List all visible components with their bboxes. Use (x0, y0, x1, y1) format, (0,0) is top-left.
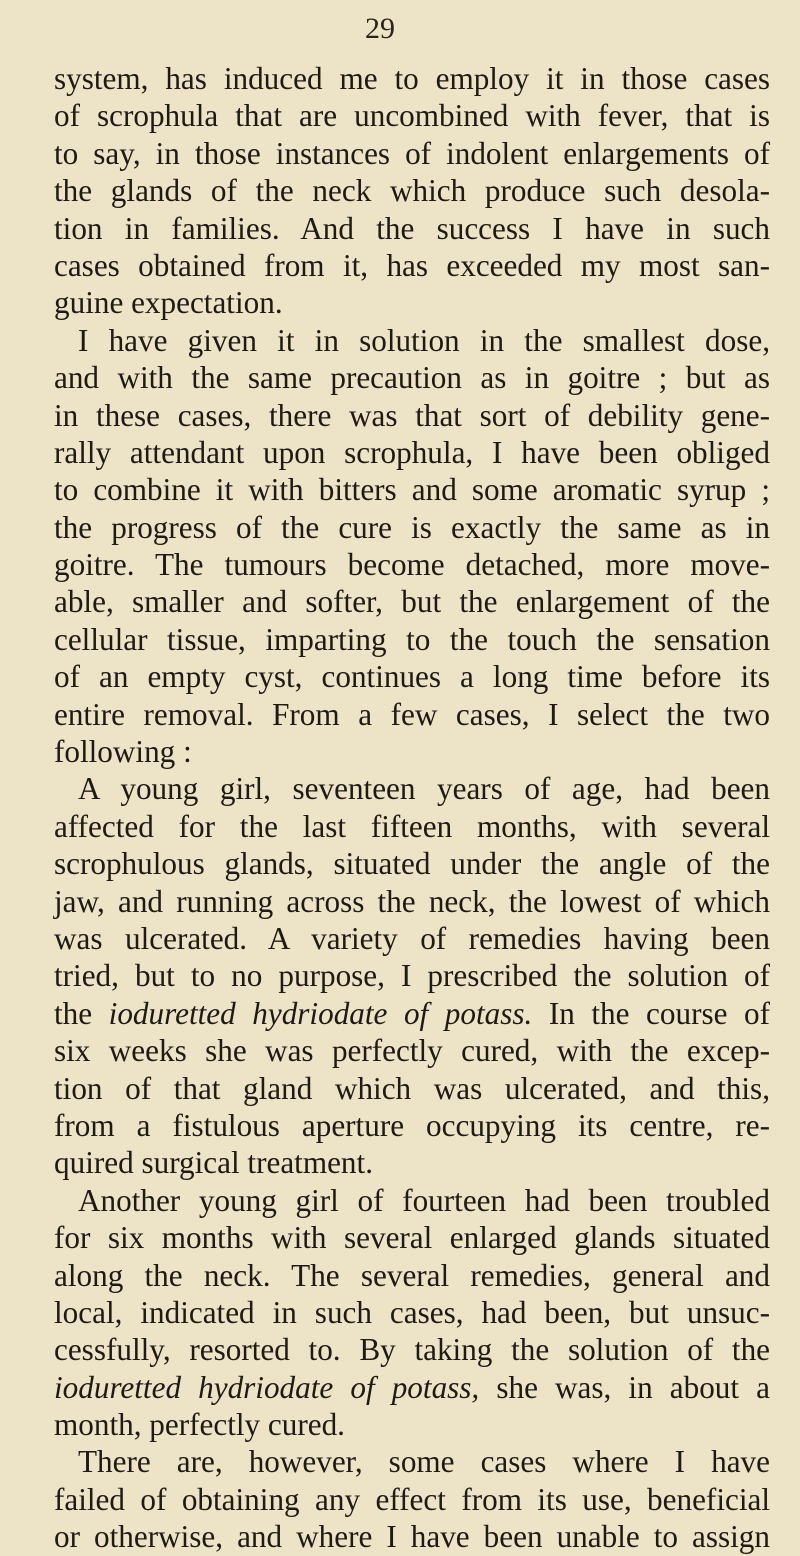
text-line: scrophulous glands, situated under the angle of the (54, 846, 770, 882)
text-line: guine expectation. (54, 285, 283, 321)
text-line: cases obtained from it, has exceeded my most san- (54, 247, 770, 283)
text-line: rally attendant upon scrophula, I have been obliged (54, 434, 770, 470)
text-line: I have given it in solution in the smallest dose, (78, 322, 770, 358)
text-line: quired surgical treatment. (54, 1145, 373, 1181)
text-line: failed of obtaining any effect from its use, beneficial (54, 1481, 770, 1517)
text-run: she was, in about a (479, 1369, 770, 1405)
text-line: entire removal. From a few cases, I select the two (54, 696, 770, 732)
text-line: month, perfectly cured. (54, 1407, 345, 1443)
text-line (54, 995, 770, 1032)
text-line: or otherwise, and where I have been unable to assign (54, 1519, 770, 1555)
page-number: 29 (365, 12, 395, 45)
text-line: of an empty cyst, continues a long time before its (54, 659, 770, 695)
text-line: A young girl, seventeen years of age, had been (78, 771, 770, 807)
text-line: able, smaller and softer, but the enlargement of the (54, 584, 770, 620)
text-line: to say, in those instances of indolent enlargements of (54, 135, 770, 171)
text-line: tion in families. And the success I have in such (54, 210, 770, 246)
text-line: tried, but to no purpose, I prescribed the solution of (54, 958, 770, 994)
text-line: affected for the last fifteen months, with several (54, 808, 770, 844)
text-line: local, indicated in such cases, had been, but unsuc- (54, 1294, 770, 1330)
italic-text-run: ioduretted hydriodate of potass, (54, 1369, 480, 1405)
text-line: the glands of the neck which produce such desola- (54, 173, 770, 209)
text-line: cellular tissue, imparting to the touch the sensation (54, 621, 770, 657)
text-run: In the course of (532, 995, 770, 1031)
text-line: along the neck. The several remedies, general and (54, 1257, 770, 1293)
text-line: cessfully, resorted to. By taking the solution of the (54, 1332, 770, 1368)
text-line: to combine it with bitters and some aromatic syrup ; (54, 472, 770, 508)
text-line: following : (54, 734, 192, 770)
text-line: tion of that gland which was ulcerated, and this, (54, 1070, 770, 1106)
text-line: for six months with several enlarged glands situated (54, 1220, 770, 1256)
text-line: system, has induced me to employ it in those cases (54, 61, 770, 96)
text-line: from a fistulous aperture occupying its centre, re- (54, 1107, 770, 1143)
text-line: was ulcerated. A variety of remedies having been (54, 920, 770, 956)
text-line (54, 1369, 770, 1406)
text-line: in these cases, there was that sort of debility gene- (54, 397, 770, 433)
text-line: Another young girl of fourteen had been troubled (78, 1182, 770, 1218)
text-run: the (54, 995, 109, 1031)
italic-text-run: ioduretted hydriodate of potass. (108, 995, 533, 1031)
text-line: There are, however, some cases where I have (78, 1444, 770, 1480)
body-text (54, 60, 770, 1556)
text-line: and with the same precaution as in goitre ; but as (54, 360, 770, 396)
text-line: jaw, and running across the neck, the lowest of which (54, 883, 770, 919)
text-line: six weeks she was perfectly cured, with the excep- (54, 1033, 770, 1069)
text-line: the progress of the cure is exactly the same as in (54, 509, 770, 545)
text-line: of scrophula that are uncombined with fever, that is (54, 98, 770, 134)
text-line: goitre. The tumours become detached, more move- (54, 547, 770, 583)
